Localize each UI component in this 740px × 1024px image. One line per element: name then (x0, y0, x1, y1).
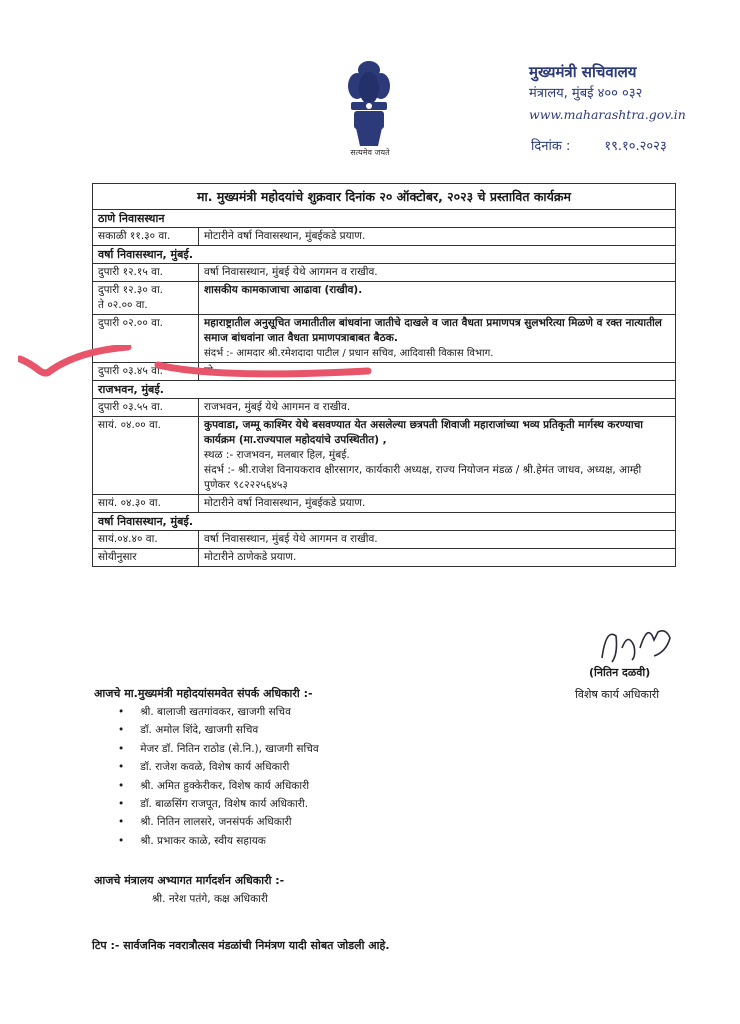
office-address: मंत्रालय, मुंबई ४०० ०३२ (529, 86, 643, 101)
time-cell: सायं.०४.४० वा. (93, 531, 199, 549)
section-varsha-2: वर्षा निवासस्थान, मुंबई. (93, 513, 676, 531)
desc-cell: मोटारीने वर्षा निवासस्थान, मुंबईकडे प्रयाण. (199, 228, 676, 246)
time-cell: दुपारी ०३.५५ वा. (93, 399, 199, 417)
event-desc: कुपवाडा, जम्मू काश्मिर येथे बसवण्यात येत असलेल्या छत्रपती शिवाजी महाराजांच्या भव्य प्रतिकृती मार्गस्थ करण्याचा कार्यक्रम (मा.राज्यपाल महोदयांचे उपस्थितीत) , (204, 419, 643, 446)
time-start: दुपारी १२.३० वा. (98, 284, 164, 296)
list-item: • श्री. अमित हुक्केरीकर, विशेष कार्य अधिकारी (118, 777, 319, 795)
list-item: • डॉ. बाळसिंग राजपूत, विशेष कार्य अधिकारी. (118, 795, 319, 813)
meeting-reference: संदर्भ :- आमदार श्री.रमेशदादा पाटील / प्रधान सचिव, आदिवासी विकास विभाग. (204, 348, 494, 359)
event-place: स्थळ :- राजभवन, मलबार हिल, मुंबई. (204, 449, 350, 461)
section-row (93, 513, 676, 531)
time-cell: दुपारी ०२.०० वा. (93, 315, 199, 363)
office-name: मुख्यमंत्री सचिवालय (529, 63, 637, 81)
table-row (93, 282, 676, 315)
contact-officers-list (118, 703, 319, 850)
table-row (93, 495, 676, 513)
list-item: • श्री. बालाजी खतगांवकर, खाजगी सचिव (118, 703, 319, 721)
table-row (93, 417, 676, 495)
time-cell: सकाळी ११.३० वा. (93, 228, 199, 246)
website-link[interactable]: www.maharashtra.gov.in (529, 107, 686, 122)
desc-cell: मोटारीने ठाणेकडे प्रयाण. (199, 549, 676, 567)
table-row (93, 399, 676, 417)
office-header (529, 62, 686, 125)
date-label: दिनांक : (531, 139, 571, 154)
desc-cell: वर्षा निवासस्थान, मुंबई येथे आगमन व राखीव. (199, 264, 676, 282)
table-row (93, 228, 676, 246)
section-varsha: वर्षा निवासस्थान, मुंबई. (93, 246, 676, 264)
visitor-officer-name: श्री. नरेश पतंगे, कक्ष अधिकारी (152, 893, 268, 905)
list-item: • डॉ. राजेश कवळे, विशेष कार्य अधिकारी (118, 758, 319, 776)
time-cell: दुपारी ०३.४५ वा. (93, 363, 199, 381)
date-line (531, 136, 667, 154)
section-rajbhavan: राजभवन, मुंबई. (93, 381, 676, 399)
table-row (93, 549, 676, 567)
time-cell: दुपारी १२.१५ वा. (93, 264, 199, 282)
section-row (93, 246, 676, 264)
list-item: • डॉ. अमोल शिंदे, खाजगी सचिव (118, 721, 319, 739)
contact-officers-heading: आजचे मा.मुख्यमंत्री महोदयांसमवेत संपर्क अधिकारी :- (94, 687, 313, 700)
visitor-officer-heading: आजचे मंत्रालय अभ्यागत मार्गदर्शन अधिकारी :- (94, 874, 285, 887)
date-value: १९.१०.२०२३ (604, 139, 667, 154)
desc-cell (199, 417, 676, 495)
pen-tick-mark (18, 345, 378, 385)
list-item: • मेजर डॉ. नितिन राठोड (से.नि.), खाजगी सचिव (118, 740, 319, 758)
time-end: ते ०२.०० वा. (98, 299, 148, 311)
program-title: मा. मुख्यमंत्री महोदयांचे शुक्रवार दिनांक २० ऑक्टोबर, २०२३ चे प्रस्तावित कार्यक्रम (93, 184, 676, 210)
signatory-role: विशेष कार्य अधिकारी (575, 688, 660, 701)
table-title-row (93, 184, 676, 210)
desc-cell: शासकीय कामकाजाचा आढावा (राखीव). (199, 282, 676, 315)
section-thane: ठाणे निवासस्थान (93, 210, 676, 228)
desc-cell: राजभवन, मुंबई येथे आगमन व राखीव. (199, 399, 676, 417)
national-emblem-icon (344, 56, 394, 156)
footer-note: टिप :- सार्वजनिक नवरात्रौत्सव मंडळांची निमंत्रण यादी सोबत जोडली आहे. (92, 939, 390, 952)
list-item: • श्री. नितिन लालसरे, जनसंपर्क अधिकारी (118, 813, 319, 831)
event-reference: संदर्भ :- श्री.राजेश विनायकराव क्षीरसागर, कार्यकारी अध्यक्ष, राज्य नियोजन मंडळ / श्री.हेमंत जाधव, अध्यक्ष, आम्ही पुणेकर ९८२२२५६४५३ (204, 464, 642, 491)
table-row (93, 531, 676, 549)
time-cell: सोयीनुसार (93, 549, 199, 567)
time-cell: सायं. ०४.३० वा. (93, 495, 199, 513)
emblem-motto: सत्यमेव जयते (350, 148, 390, 157)
meeting-desc: महाराष्ट्रातील अनुसूचित जमातीतील बांधवांना जातीचे दाखले व जात वैधता प्रमाणपत्र सुलभरित्या मिळणे व रक्त नात्यातील समाज बांधवांना जात वैधता प्रमाणपत्राबाबत बैठक. (204, 317, 662, 344)
table-row (93, 264, 676, 282)
desc-cell: वर्षा निवासस्थान, मुंबई येथे आगमन व राखीव. (199, 531, 676, 549)
desc-cell: मो (199, 363, 676, 381)
section-row (93, 210, 676, 228)
desc-cell: मोटारीने वर्षा निवासस्थान, मुंबईकडे प्रयाण. (199, 495, 676, 513)
list-item: • श्री. प्रभाकर काळे, स्वीय सहायक (118, 832, 319, 850)
time-cell (93, 282, 199, 315)
time-cell: सायं. ०४.०० वा. (93, 417, 199, 495)
signatory-name: (नितिन दळवी) (589, 666, 651, 679)
